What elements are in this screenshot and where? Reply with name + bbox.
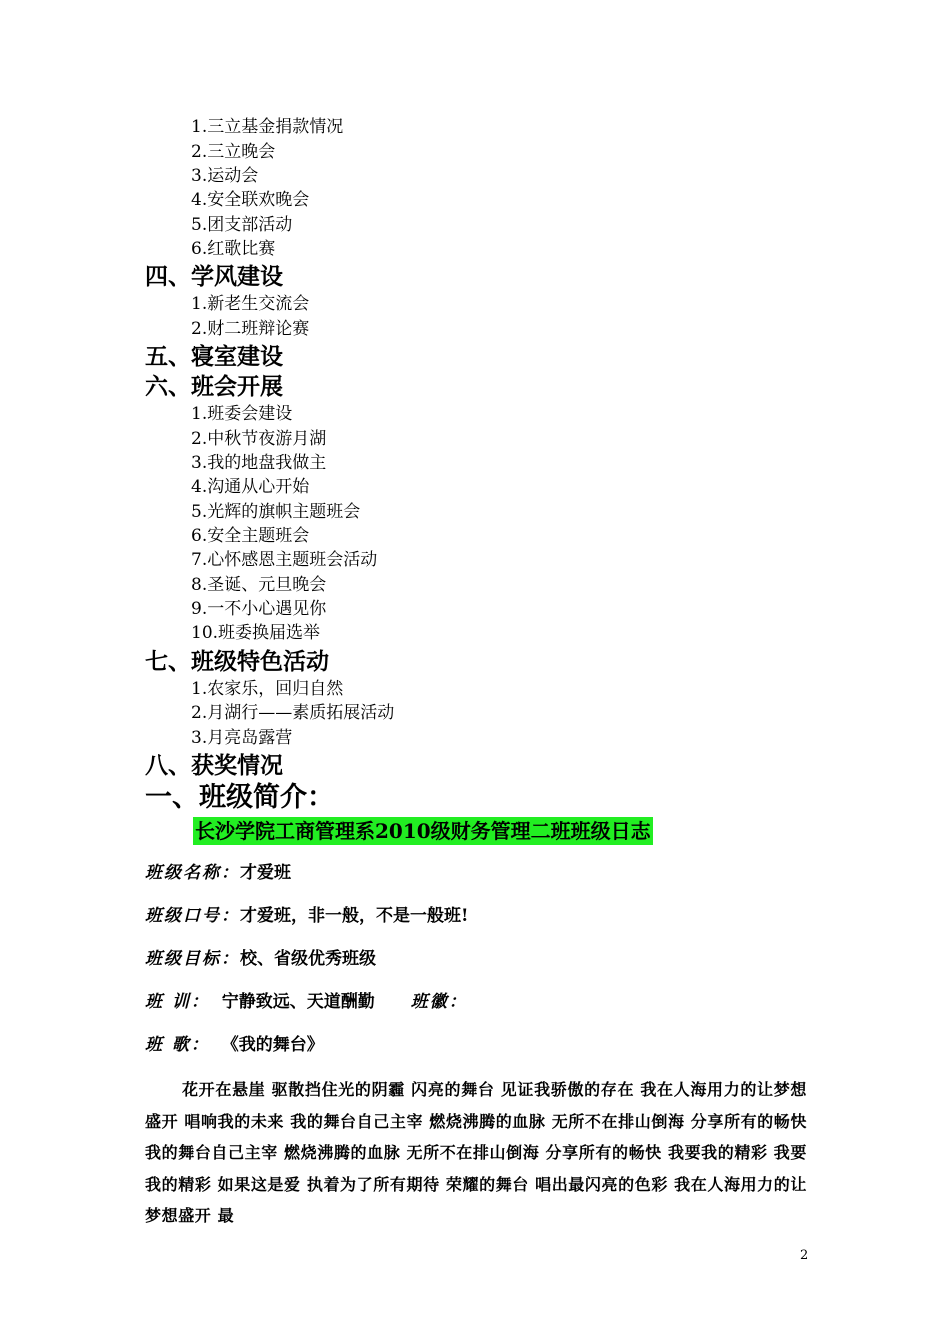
list-item: 2.月湖行——素质拓展活动	[191, 703, 395, 723]
list-item: 1.三立基金捐款情况	[191, 117, 344, 137]
list-item: 4.安全联欢晚会	[191, 190, 310, 210]
list-item: 6.红歌比赛	[191, 239, 276, 259]
section-heading-intro: 一、班级简介：	[145, 782, 334, 813]
list-item: 5.团支部活动	[191, 215, 293, 235]
section-heading-dorm: 五、寝室建设	[145, 343, 283, 370]
class-song-label: 班 歌：	[145, 1035, 210, 1055]
list-item: 8.圣诞、元旦晚会	[191, 575, 327, 595]
section-heading-activities: 七、班级特色活动	[145, 648, 329, 675]
list-item: 2.三立晚会	[191, 142, 276, 162]
class-song-line	[145, 1034, 324, 1056]
list-item: 5.光辉的旗帜主题班会	[191, 502, 361, 522]
list-item: 9.一不小心遇见你	[191, 599, 327, 619]
class-slogan-line	[145, 905, 468, 927]
page-number: 2	[800, 1248, 809, 1263]
song-lyrics: 花开在悬崖 驱散挡住光的阴霾 闪亮的舞台 见证我骄傲的存在 我在人海用力的让梦想盛开 唱响我的未来 我的舞台自己主宰 燃烧沸腾的血脉 无所不在排山倒海 分享所有的畅快 我的舞台自己主宰 燃烧沸腾的血脉 无所不在排山倒海 分享所有的畅快 我要我的精彩 我要我的精彩 如果这是爱 执着为了所有期待 荣耀的舞台 唱出最闪亮的色彩 我在人海用力的让梦想盛开 最	[145, 1080, 807, 1225]
list-item: 1.班委会建设	[191, 404, 293, 424]
list-item: 3.月亮岛露营	[191, 728, 293, 748]
list-item: 1.新老生交流会	[191, 294, 310, 314]
list-item: 4.沟通从心开始	[191, 477, 310, 497]
list-item: 7.心怀感恩主题班会活动	[191, 550, 378, 570]
class-emblem-label: 班徽：	[410, 992, 468, 1012]
class-name-value: 才爱班	[240, 863, 291, 883]
list-item: 10.班委换届选举	[191, 623, 321, 643]
class-motto-line	[145, 991, 468, 1013]
class-slogan-label: 班级口号：	[145, 906, 240, 926]
class-name-line	[145, 862, 291, 884]
list-item: 2.中秋节夜游月湖	[191, 429, 327, 449]
class-goal-label: 班级目标：	[145, 949, 240, 969]
class-slogan-value: 才爱班，非一般，不是一般班!	[240, 906, 469, 926]
section-heading-awards: 八、获奖情况	[145, 752, 283, 779]
section-heading-meetings: 六、班会开展	[145, 373, 283, 400]
class-motto-value: 宁静致远、天道酬勤	[221, 992, 375, 1012]
section-heading-study: 四、学风建设	[145, 263, 283, 290]
list-item: 3.我的地盘我做主	[191, 453, 327, 473]
class-song-value: 《我的舞台》	[221, 1035, 324, 1055]
class-name-label: 班级名称：	[145, 863, 240, 883]
class-log-banner: 长沙学院工商管理系2010级财务管理二班班级日志	[195, 819, 651, 843]
class-goal-line	[145, 948, 376, 970]
class-motto-label: 班 训：	[145, 992, 210, 1012]
list-item: 3.运动会	[191, 166, 259, 186]
list-item: 6.安全主题班会	[191, 526, 310, 546]
list-item: 1.农家乐，回归自然	[191, 679, 344, 699]
class-goal-value: 校、省级优秀班级	[240, 949, 376, 969]
list-item: 2.财二班辩论赛	[191, 319, 310, 339]
